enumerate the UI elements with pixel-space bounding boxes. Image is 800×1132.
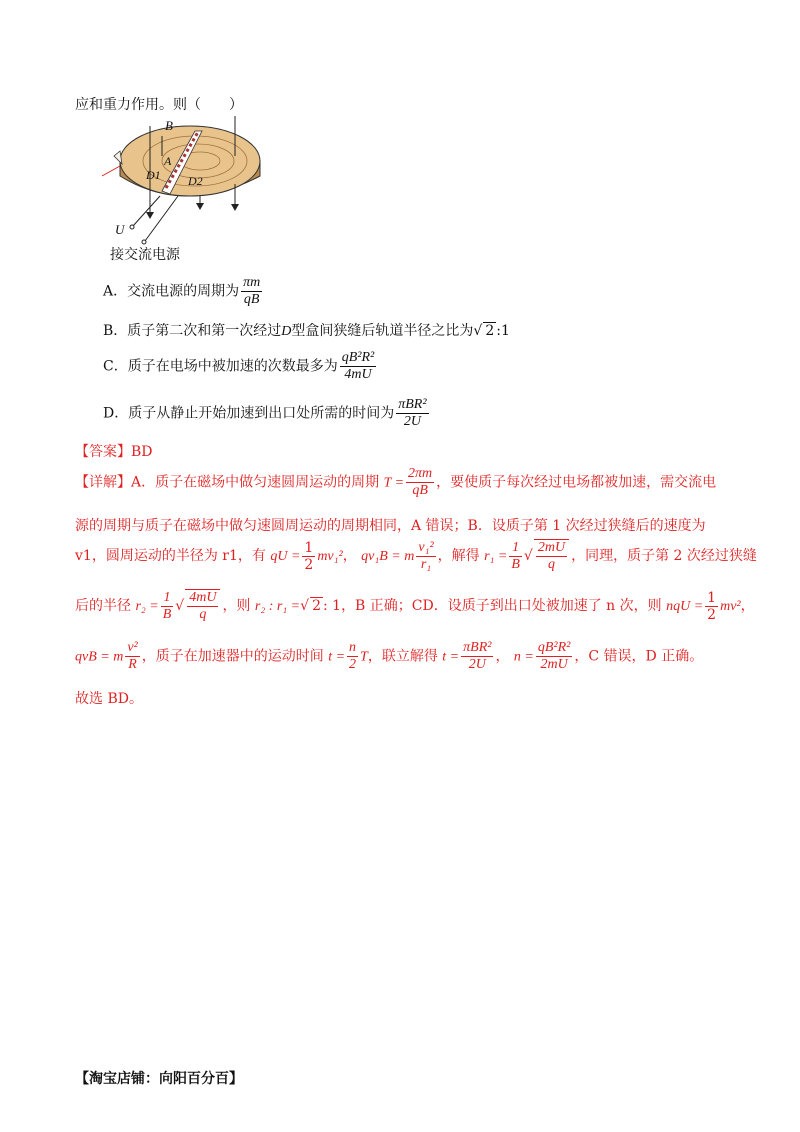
option-a: A．交流电源的周期为 $\frac{\pi m}{qB}$ xyxy=(103,275,261,308)
question-stem: 应和重力作用。则（ ） xyxy=(75,97,243,113)
footer-shop: 【淘宝店铺：向阳百分百】 xyxy=(75,1071,243,1087)
explanation-line-6: 故选 BD。 xyxy=(75,691,143,707)
option-c: C．质子在电场中被加速的次数最多为 $\frac{\text{qB²R²}}{4mU}$ xyxy=(103,350,375,383)
label-d1: D1 xyxy=(146,168,161,182)
option-b: B．质子第二次和第一次经过D型盒间狭缝后轨道半径之比为√ 2 :1 xyxy=(103,323,510,339)
label-d2: D2 xyxy=(188,174,203,188)
figure-caption: 接交流电源 xyxy=(110,247,180,263)
label-a: A xyxy=(164,154,172,168)
answer-line: 【答案】BD xyxy=(75,444,153,460)
cyclotron-figure xyxy=(100,116,270,266)
explanation-line-5: qvB = m $\frac{\text{v²}}{R}$ ，质子在加速器中的运动时间 t = $\frac{n}{2}$ T，联立解得 t = $\frac{\text{πBR²}}{2U}$ ， n = $\frac{\text{qB²R²}}{2mU}$ ，C 错误，D 正确。 xyxy=(75,640,704,673)
label-b: B xyxy=(165,118,173,133)
explanation-line-3: v1，圆周运动的半径为 r1，有 qU = $\frac{1}{2}$ mv₁²， qv₁B = m $\frac{\text{v₁²}}{\text{r₁}}$ ，解得 r₁ = $\frac{1}{B}$ √ $\frac{2mU}{q}$ ，同理，质子第 2 次经过狭缝 xyxy=(75,539,757,573)
explanation-line-2: 源的周期与质子在磁场中做匀速圆周运动的周期相同，A 错误；B．设质子第 1 次经过狭缝后的速度为 xyxy=(75,518,706,534)
explanation-line-4: 后的半径 r₂ = $\frac{1}{B}$ √ $\frac{4mU}{q}$ ，则 r₂ : r₁ =√ 2 : 1，B 正确；CD．设质子到出口处被加速了 n 次，则 nqU = $\frac{1}{2}$ mv²， xyxy=(75,589,755,623)
label-u: U xyxy=(115,222,125,237)
option-d: D．质子从静止开始加速到出口处所需的时间为 $\frac{\text{πBR²}}{2U}$ xyxy=(103,397,427,430)
explanation-line-1: 【详解】A．质子在磁场中做匀速圆周运动的周期 T = $\frac{2\pi m}{qB}$ ，要使质子每次经过电场都被加速，需交流电 xyxy=(75,466,717,499)
